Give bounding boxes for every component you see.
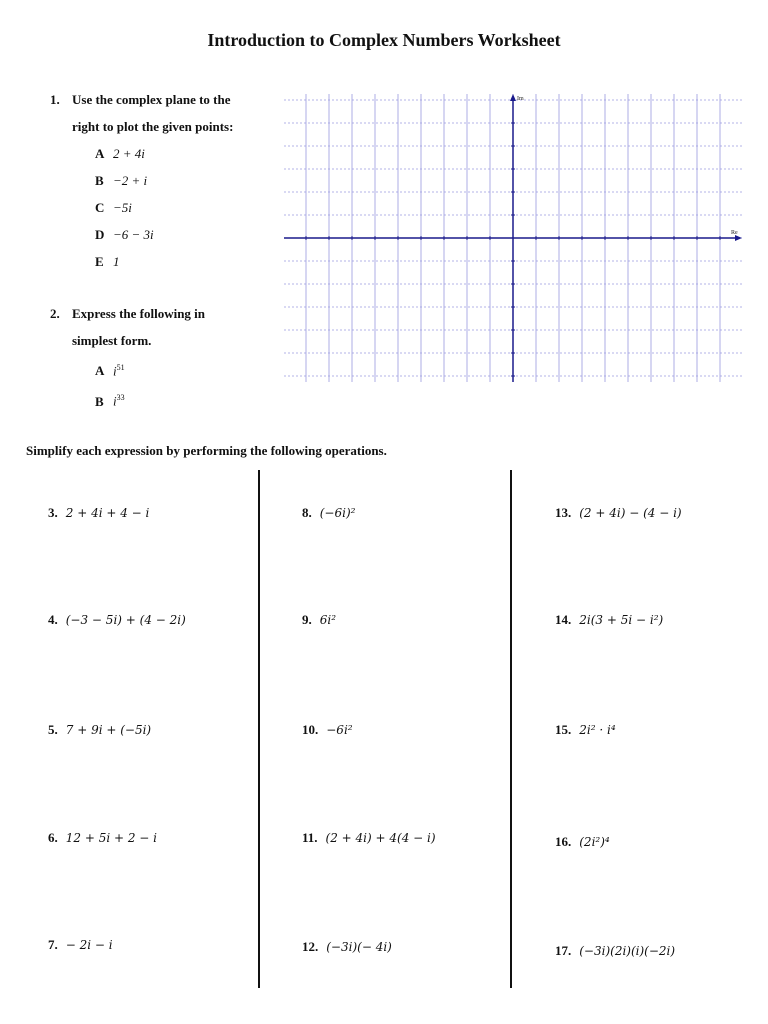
problem-number: 11. <box>302 830 318 845</box>
list-item: D −6 − 3i <box>95 227 154 242</box>
question-2 <box>50 300 282 354</box>
question-text: simplest form. <box>72 333 152 348</box>
problem-expression: 2i(3 + 5i − i²) <box>579 613 664 627</box>
problem-number: 6. <box>48 830 58 845</box>
problem-expression: (−3i)(2i)(i)(−2i) <box>579 944 676 958</box>
problem-item <box>555 505 682 521</box>
column-divider <box>258 470 260 988</box>
axes <box>284 94 742 382</box>
problem-expression: 7 + 9i + (−5i) <box>65 723 152 737</box>
real-axis-label: Re <box>731 230 738 236</box>
list-item: B −2 + i <box>95 173 148 188</box>
problem-item <box>302 830 436 846</box>
problem-item <box>555 943 675 959</box>
problem-expression: (2i²)⁴ <box>579 835 610 849</box>
problem-number: 16. <box>555 834 572 849</box>
problem-number: 8. <box>302 505 312 520</box>
page-title: Introduction to Complex Numbers Worksheet <box>207 30 561 50</box>
problem-expression: 2 + 4i + 4 − i <box>65 506 150 520</box>
list-item: A $i^{51}$ <box>95 363 125 379</box>
question-text: right to plot the given points: <box>72 119 234 134</box>
imaginary-axis-label: Im <box>517 96 524 102</box>
problem-expression: −6i² <box>326 723 353 737</box>
problem-expression: 2i² · i⁴ <box>579 723 616 737</box>
problem-number: 14. <box>555 612 572 627</box>
question-number: 1. <box>50 92 60 107</box>
problem-item <box>302 722 353 738</box>
problem-number: 3. <box>48 505 58 520</box>
problem-number: 17. <box>555 943 572 958</box>
question-text: Express the following in <box>72 306 206 321</box>
problem-expression: 12 + 5i + 2 − i <box>65 831 158 845</box>
question-text: Use the complex plane to the <box>72 92 231 107</box>
problem-item <box>555 834 610 850</box>
problem-expression: 6i² <box>319 613 337 627</box>
problem-item <box>48 612 186 628</box>
problem-number: 9. <box>302 612 312 627</box>
problem-number: 15. <box>555 722 572 737</box>
problem-expression: (−6i)² <box>319 506 356 520</box>
problem-item <box>302 505 355 521</box>
list-item: A 2 + 4i <box>95 146 145 161</box>
problem-item <box>302 612 336 628</box>
complex-plane-grid[interactable] <box>284 92 744 386</box>
list-item: B $i^{33}$ <box>95 393 125 409</box>
question-1 <box>50 86 282 140</box>
problem-item <box>48 505 149 521</box>
list-item: C −5i <box>95 200 132 215</box>
problem-item <box>302 939 392 955</box>
problem-expression: (−3 − 5i) + (4 − 2i) <box>65 613 186 627</box>
problem-item <box>555 722 616 738</box>
problem-item <box>48 937 113 953</box>
instructions: Simplify each expression by performing the following operations. <box>26 443 387 458</box>
problem-expression: (2 + 4i) − (4 − i) <box>579 506 682 520</box>
q1-points-list <box>95 140 154 275</box>
problem-number: 13. <box>555 505 572 520</box>
problem-number: 5. <box>48 722 58 737</box>
q2-items-list <box>95 354 125 415</box>
problem-expression: − 2i − i <box>65 938 113 952</box>
column-divider <box>510 470 512 988</box>
list-item: E 1 <box>95 254 120 269</box>
problem-expression: (−3i)(− 4i) <box>326 940 392 954</box>
problem-number: 12. <box>302 939 319 954</box>
problem-number: 10. <box>302 722 319 737</box>
question-number: 2. <box>50 306 60 321</box>
problem-number: 7. <box>48 937 58 952</box>
problem-number: 4. <box>48 612 58 627</box>
problem-expression: (2 + 4i) + 4(4 − i) <box>325 831 436 845</box>
problem-item <box>555 612 663 628</box>
problem-item <box>48 722 151 738</box>
problem-item <box>48 830 157 846</box>
